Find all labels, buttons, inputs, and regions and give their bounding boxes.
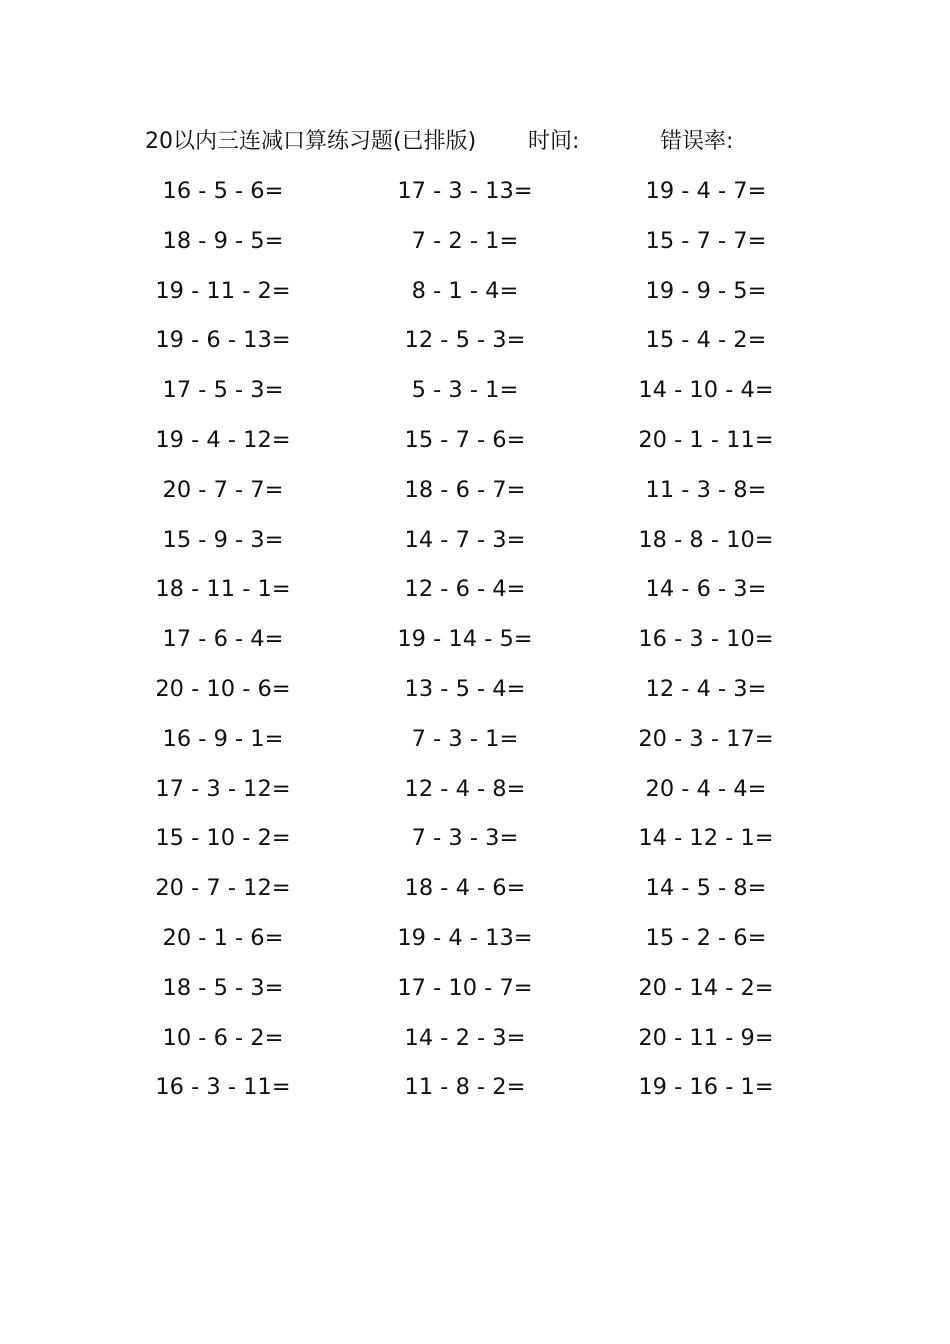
worksheet-title: 20以内三连减口算练习题(已排版) [145,129,477,154]
problem-item: 17 - 3 - 12= [155,775,291,802]
problem-item: 18 - 6 - 7= [404,476,526,503]
problem-item: 11 - 3 - 8= [645,476,767,503]
problem-item: 15 - 9 - 3= [162,526,284,553]
problem-item: 15 - 7 - 7= [645,227,767,254]
problem-item: 18 - 8 - 10= [638,526,774,553]
problem-item: 18 - 11 - 1= [155,576,291,603]
problem-item: 20 - 10 - 6= [155,675,291,702]
problem-item: 18 - 9 - 5= [162,227,284,254]
problem-row [0,774,950,824]
problem-item: 20 - 4 - 4= [645,775,767,802]
problem-item: 15 - 10 - 2= [155,825,291,852]
problem-item: 12 - 4 - 8= [404,775,526,802]
problem-item: 14 - 7 - 3= [404,526,526,553]
problem-item: 19 - 14 - 5= [397,626,533,653]
problem-item: 16 - 5 - 6= [162,178,284,204]
problem-item: 10 - 6 - 2= [162,1024,284,1051]
problem-item: 20 - 7 - 7= [162,476,284,503]
error-rate-label: 错误率: [660,129,734,154]
time-label: 时间: [528,129,580,154]
problem-item: 14 - 6 - 3= [645,576,767,603]
problem-item: 17 - 3 - 13= [397,178,533,204]
problem-item: 17 - 6 - 4= [162,626,284,653]
problem-item: 19 - 4 - 12= [155,426,291,453]
problem-item: 17 - 10 - 7= [397,974,533,1001]
problem-item: 12 - 6 - 4= [404,576,526,603]
problem-row [0,724,950,774]
problem-item: 15 - 2 - 6= [645,924,767,951]
problem-row [0,674,950,724]
problem-item: 19 - 11 - 2= [155,277,291,304]
problem-item: 13 - 5 - 4= [404,675,526,702]
problem-item: 7 - 2 - 1= [411,227,519,254]
problem-row [0,525,950,575]
problem-item: 16 - 3 - 11= [155,1074,291,1101]
problem-item: 20 - 11 - 9= [638,1024,774,1051]
problem-item: 15 - 7 - 6= [404,426,526,453]
problem-item: 5 - 3 - 1= [411,377,519,404]
problem-row [0,624,950,674]
problem-row [0,425,950,475]
problem-row [0,823,950,873]
problem-item: 18 - 5 - 3= [162,974,284,1001]
problem-row [0,574,950,624]
problem-item: 19 - 4 - 7= [645,178,767,204]
problem-item: 8 - 1 - 4= [411,277,519,304]
problem-item: 14 - 10 - 4= [638,377,774,404]
problem-row [0,375,950,425]
problem-item: 12 - 5 - 3= [404,327,526,354]
problem-grid [0,176,950,1122]
problem-row [0,276,950,326]
problem-item: 7 - 3 - 3= [411,825,519,852]
problem-row [0,973,950,1023]
problem-item: 19 - 6 - 13= [155,327,291,354]
problem-item: 17 - 5 - 3= [162,377,284,404]
problem-row [0,176,950,226]
problem-item: 20 - 7 - 12= [155,875,291,902]
problem-row [0,475,950,525]
problem-item: 14 - 5 - 8= [645,875,767,902]
problem-item: 20 - 1 - 6= [162,924,284,951]
problem-row [0,923,950,973]
problem-row [0,226,950,276]
problem-item: 7 - 3 - 1= [411,725,519,752]
problem-item: 15 - 4 - 2= [645,327,767,354]
problem-item: 19 - 4 - 13= [397,924,533,951]
problem-item: 16 - 3 - 10= [638,626,774,653]
problem-item: 14 - 12 - 1= [638,825,774,852]
problem-row [0,325,950,375]
problem-row [0,873,950,923]
problem-item: 20 - 3 - 17= [638,725,774,752]
problem-row [0,1023,950,1073]
problem-item: 14 - 2 - 3= [404,1024,526,1051]
problem-item: 12 - 4 - 3= [645,675,767,702]
problem-item: 20 - 14 - 2= [638,974,774,1001]
problem-item: 16 - 9 - 1= [162,725,284,752]
problem-item: 18 - 4 - 6= [404,875,526,902]
problem-item: 20 - 1 - 11= [638,426,774,453]
problem-item: 19 - 9 - 5= [645,277,767,304]
problem-item: 11 - 8 - 2= [404,1074,526,1101]
problem-item: 19 - 16 - 1= [638,1074,774,1101]
problem-row [0,1072,950,1122]
